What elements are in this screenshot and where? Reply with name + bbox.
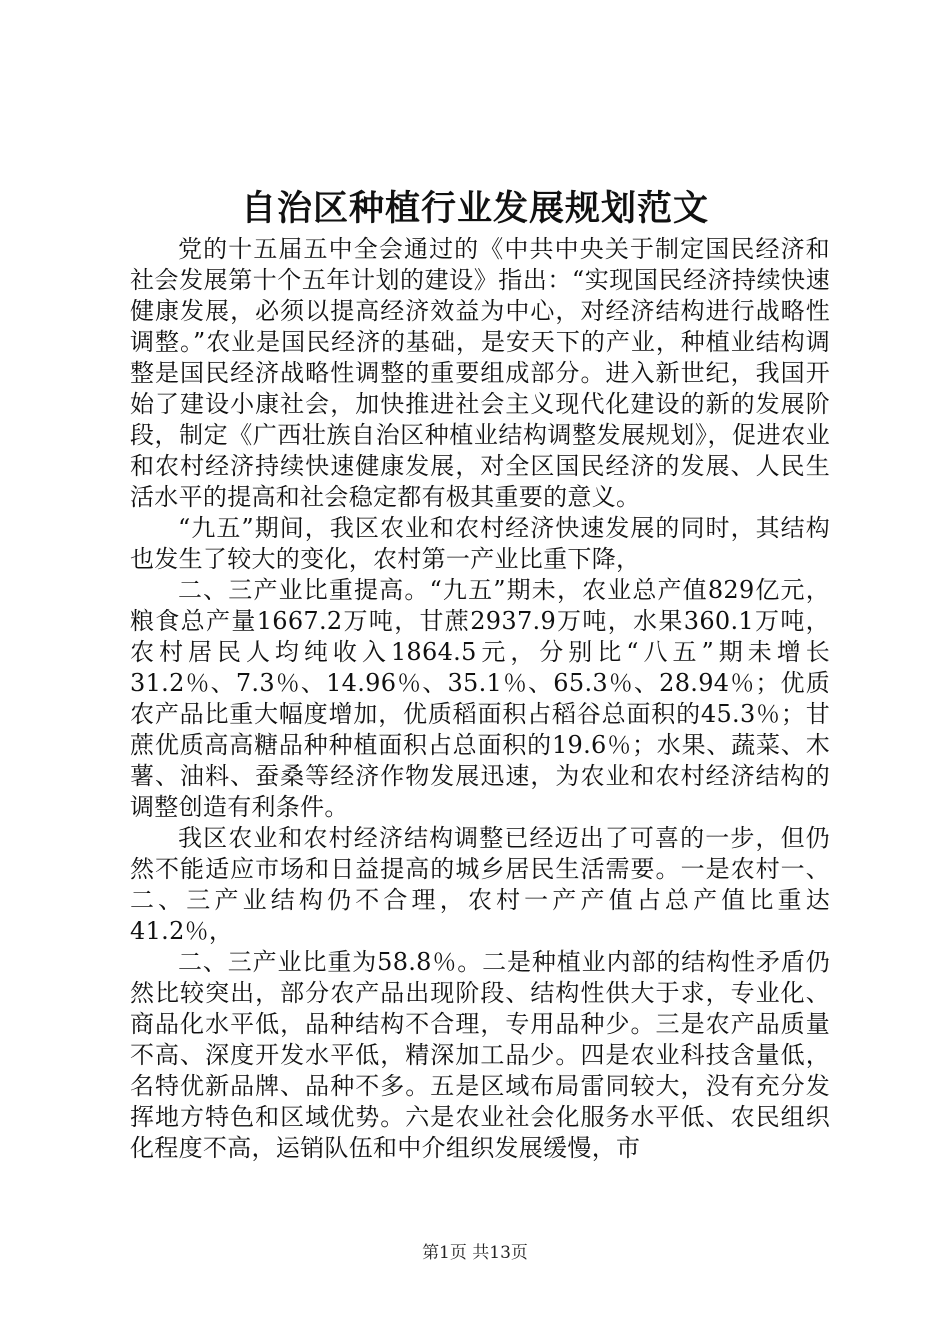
- page-number-footer: 第1页 共13页: [422, 1243, 528, 1263]
- paragraph: 党的十五届五中全会通过的《中共中央关于制定国民经济和社会发展第十个五年计划的建设》指出：“实现国民经济持续快速健康发展，必须以提高经济效益为中心，对经济结构进行战略性调整。”农业是国民经济的基础，是安天下的产业，种植业结构调整是国民经济战略性调整的重要组成部分。进入新世纪，我国开始了建设小康社会，加快推进社会主义现代化建设的新的发展阶段，制定《广西壮族自治区种植业结构调整发展规划》，促进农业和农村经济持续快速健康发展，对全区国民经济的发展、人民生活水平的提高和社会稳定都有极其重要的意义。: [130, 235, 830, 511]
- paragraph: “九五”期间，我区农业和农村经济快速发展的同时，其结构也发生了较大的变化，农村第一产业比重下降，: [130, 514, 830, 573]
- paragraph: 二、三产业比重提高。“九五”期未，农业总产值829亿元，粮食总产量1667.2万吨，甘蔗2937.9万吨，水果360.1万吨，农村居民人均纯收入1864.5元，分别比“八五”期未增长31.2％、7.3％、14.96％、35.1％、65.3％、28.94％；优质农产品比重大幅度增加，优质稻面积占稻谷总面积的45.3％；甘蔗优质高高糖品种种植面积占总面积的19.6％；水果、蔬菜、木薯、油料、蚕桑等经济作物发展迅速，为农业和农村经济结构的调整创造有利条件。: [130, 576, 830, 821]
- paragraph: 二、三产业比重为58.8％。二是种植业内部的结构性矛盾仍然比较突出，部分农产品出现阶段、结构性供大于求，专业化、商品化水平低，品种结构不合理，专用品种少。三是农产品质量不高、深度开发水平低，精深加工品少。四是农业科技含量低，名特优新品牌、品种不多。五是区域布局雷同较大，没有充分发挥地方特色和区域优势。六是农业社会化服务水平低、农民组织化程度不高，运销队伍和中介组织发展缓慢，市: [130, 948, 830, 1162]
- document-title: 自治区种植行业发展规划范文: [240, 188, 709, 229]
- paragraph: 我区农业和农村经济结构调整已经迈出了可喜的一步，但仍然不能适应市场和日益提高的城乡居民生活需要。一是农村一、二、三产业结构仍不合理，农村一产产值占总产值比重达41.2％，: [130, 824, 830, 945]
- document-body: [130, 234, 830, 1164]
